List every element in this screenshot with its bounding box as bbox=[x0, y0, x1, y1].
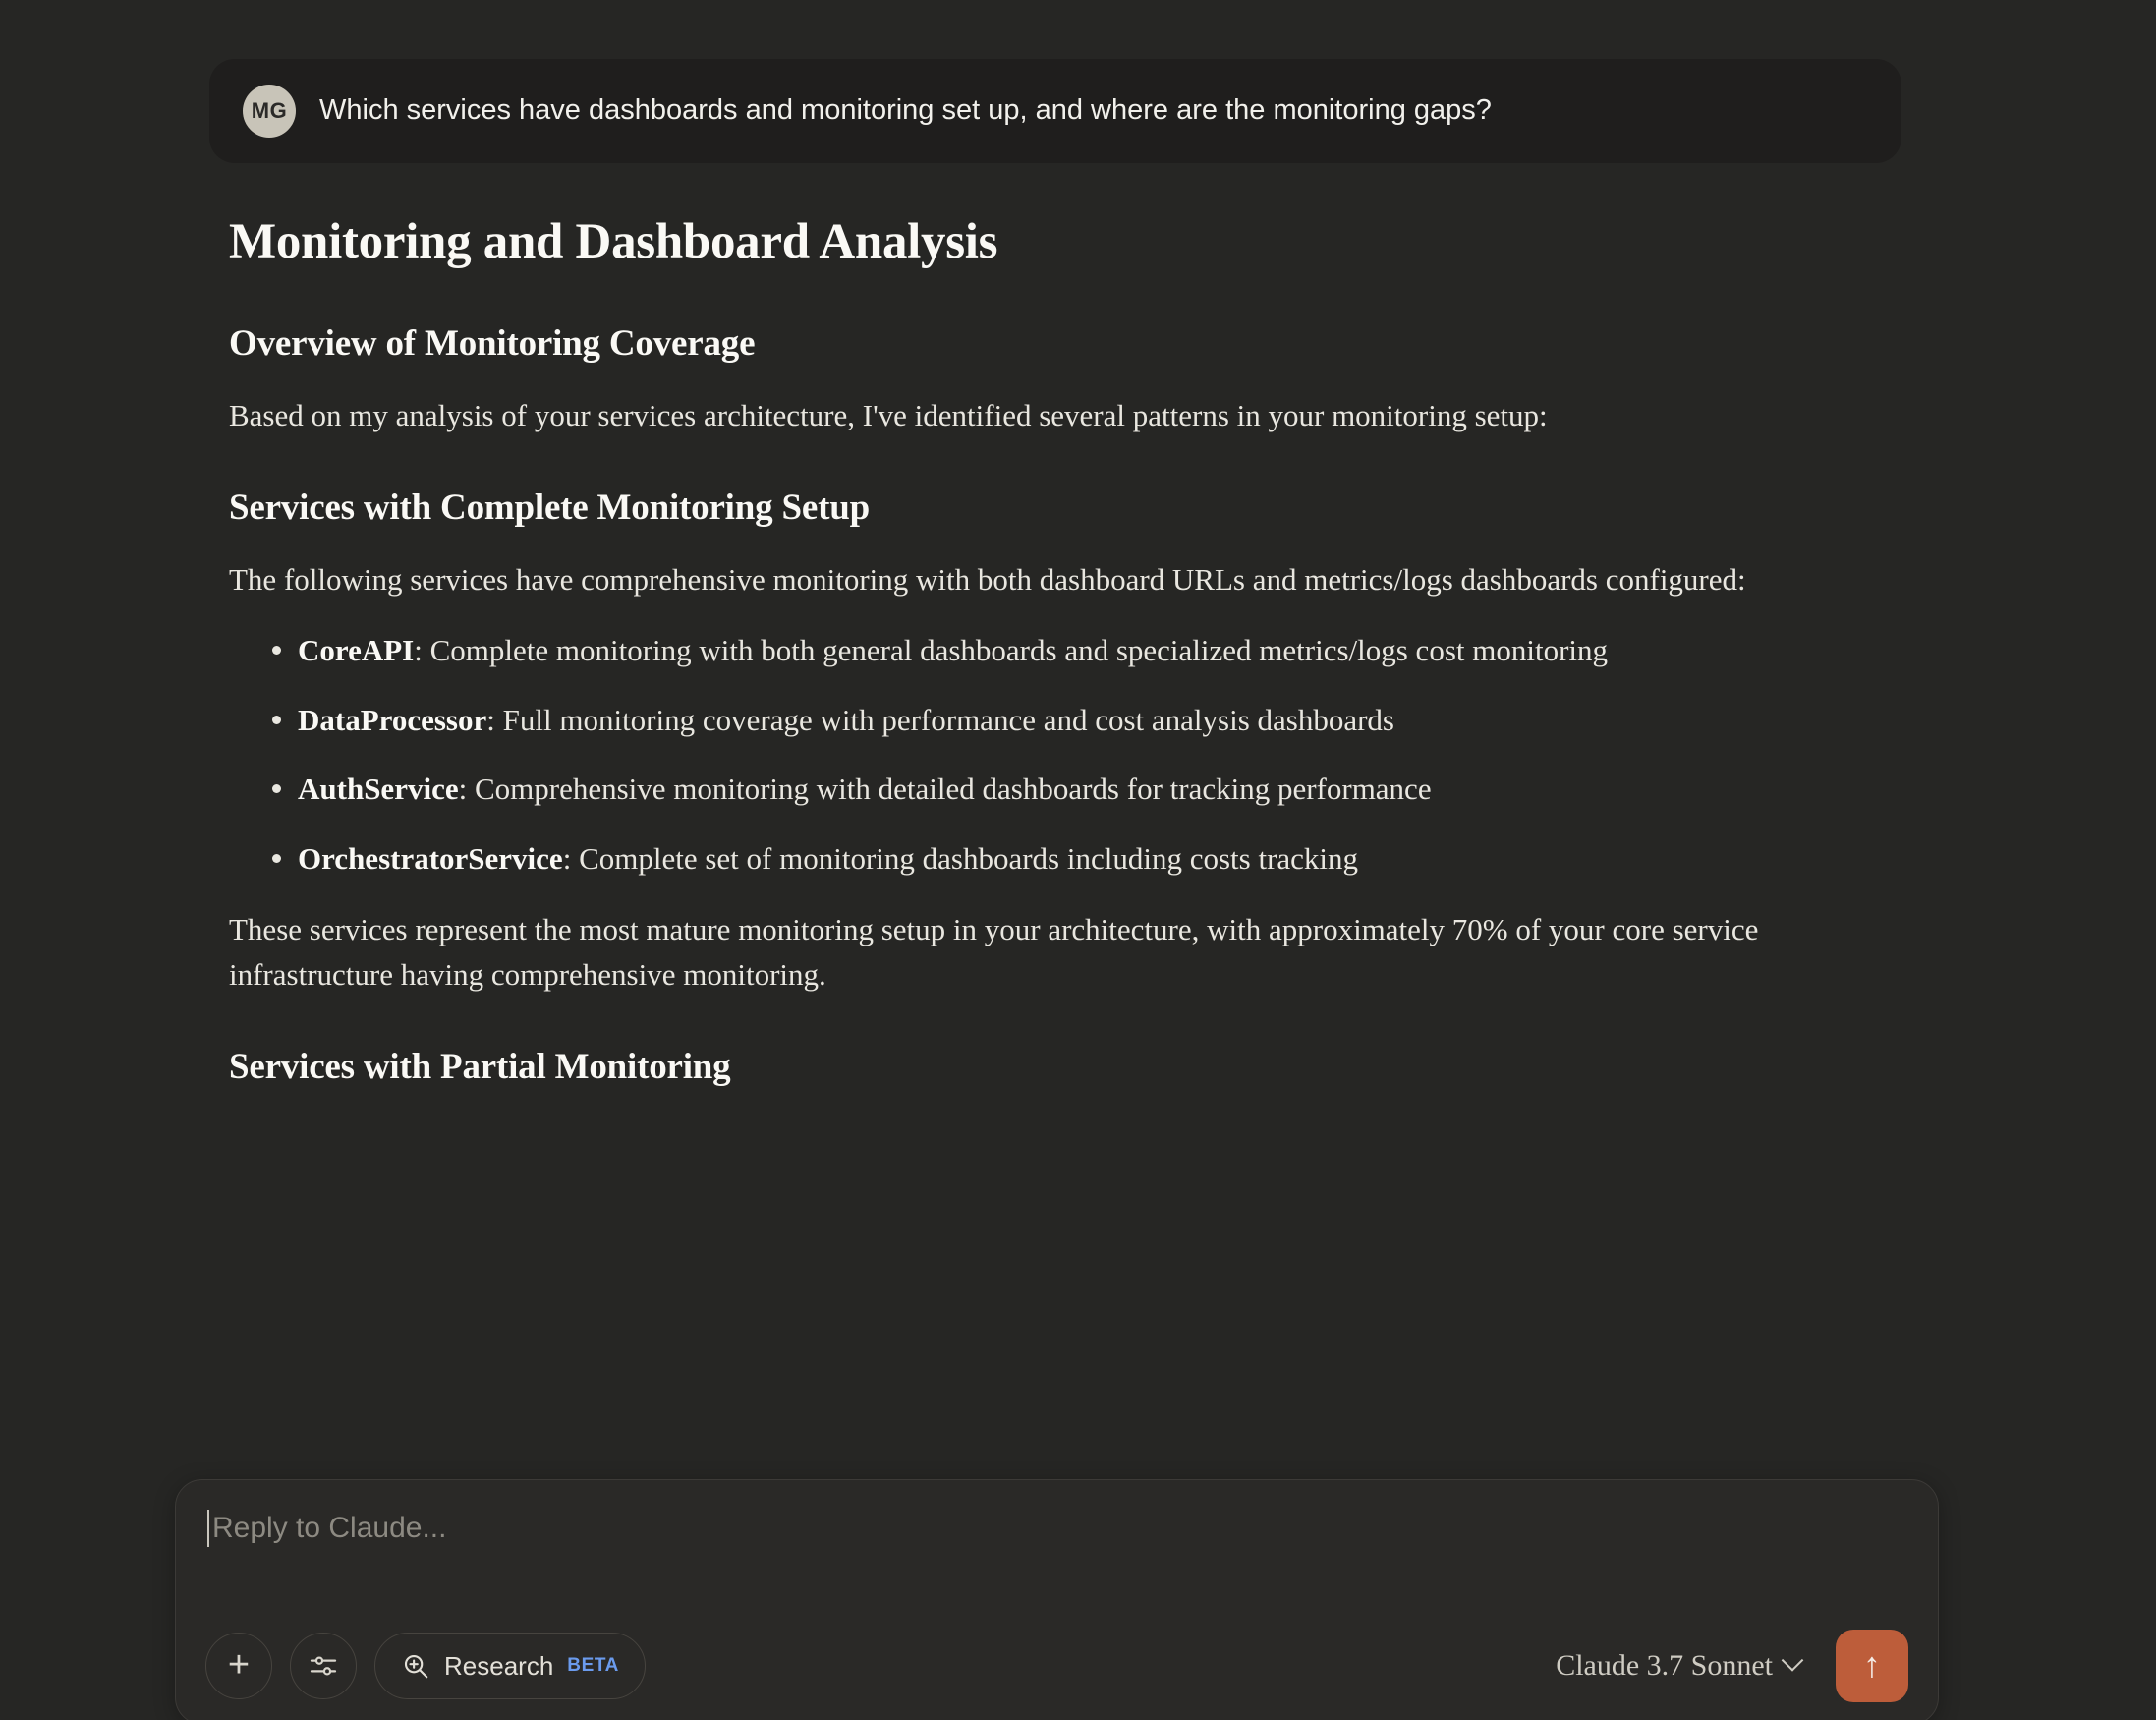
list-item-description: : Complete monitoring with both general dashboards and specialized metrics/logs cost monitoring bbox=[414, 632, 1609, 667]
research-label: Research bbox=[444, 1650, 554, 1681]
heading-services-with-partial-monitoring: Services with Partial Monitoring bbox=[229, 1046, 731, 1087]
list-item-description: : Full monitoring coverage with performance and cost analysis dashboards bbox=[486, 702, 1394, 737]
plus-icon: + bbox=[227, 1643, 251, 1686]
list-item bbox=[272, 628, 1825, 673]
beta-badge: BETA bbox=[567, 1655, 619, 1676]
page-title: Monitoring and Dashboard Analysis bbox=[229, 214, 998, 269]
message-composer[interactable] bbox=[175, 1479, 1939, 1720]
user-message-text: Which services have dashboards and monitoring set up, and where are the monitoring gaps? bbox=[319, 94, 1492, 127]
avatar: MG bbox=[243, 85, 296, 138]
paragraph-maturity-summary: These services represent the most mature monitoring setup in your architecture, with approximately 70% of your core service infrastructure having comprehensive monitoring. bbox=[229, 912, 1759, 993]
list-item bbox=[272, 836, 1825, 882]
composer-toolbar bbox=[205, 1632, 1908, 1700]
research-search-icon bbox=[401, 1651, 430, 1681]
research-toggle-button[interactable] bbox=[374, 1633, 646, 1699]
reply-input-placeholder: Reply to Claude... bbox=[212, 1512, 447, 1544]
model-selector[interactable] bbox=[1556, 1649, 1800, 1683]
sliders-icon bbox=[308, 1650, 339, 1682]
model-selector-label: Claude 3.7 Sonnet bbox=[1556, 1649, 1773, 1682]
send-message-button[interactable] bbox=[1836, 1630, 1908, 1702]
list-item-service-name: AuthService bbox=[298, 772, 459, 807]
list-item-service-name: OrchestratorService bbox=[298, 841, 563, 877]
text-caret bbox=[207, 1510, 209, 1547]
user-message-bubble bbox=[209, 59, 1901, 163]
reply-input[interactable] bbox=[207, 1510, 1878, 1547]
add-attachment-button[interactable] bbox=[205, 1633, 272, 1699]
paragraph-complete-monitoring: The following services have comprehensive monitoring with both dashboard URLs and metrics/logs dashboards configured: bbox=[229, 561, 1746, 597]
paragraph-overview: Based on my analysis of your services architecture, I've identified several patterns in your monitoring setup: bbox=[229, 397, 1548, 432]
list-item-service-name: DataProcessor bbox=[298, 702, 487, 737]
heading-overview-of-monitoring-coverage: Overview of Monitoring Coverage bbox=[229, 322, 756, 364]
list-item bbox=[272, 767, 1825, 812]
settings-sliders-button[interactable] bbox=[290, 1633, 357, 1699]
list-item-service-name: CoreAPI bbox=[298, 632, 415, 667]
arrow-up-icon: ↑ bbox=[1863, 1644, 1881, 1685]
chevron-down-icon bbox=[1782, 1649, 1804, 1672]
composer-container bbox=[175, 1479, 1939, 1720]
list-item bbox=[272, 698, 1825, 743]
heading-services-with-complete-monitoring-setup: Services with Complete Monitoring Setup bbox=[229, 487, 870, 528]
list-item-description: : Comprehensive monitoring with detailed dashboards for tracking performance bbox=[458, 772, 1432, 807]
assistant-response bbox=[229, 211, 1900, 1091]
list-item-description: : Complete set of monitoring dashboards including costs tracking bbox=[562, 841, 1359, 877]
complete-monitoring-list bbox=[229, 628, 1825, 883]
